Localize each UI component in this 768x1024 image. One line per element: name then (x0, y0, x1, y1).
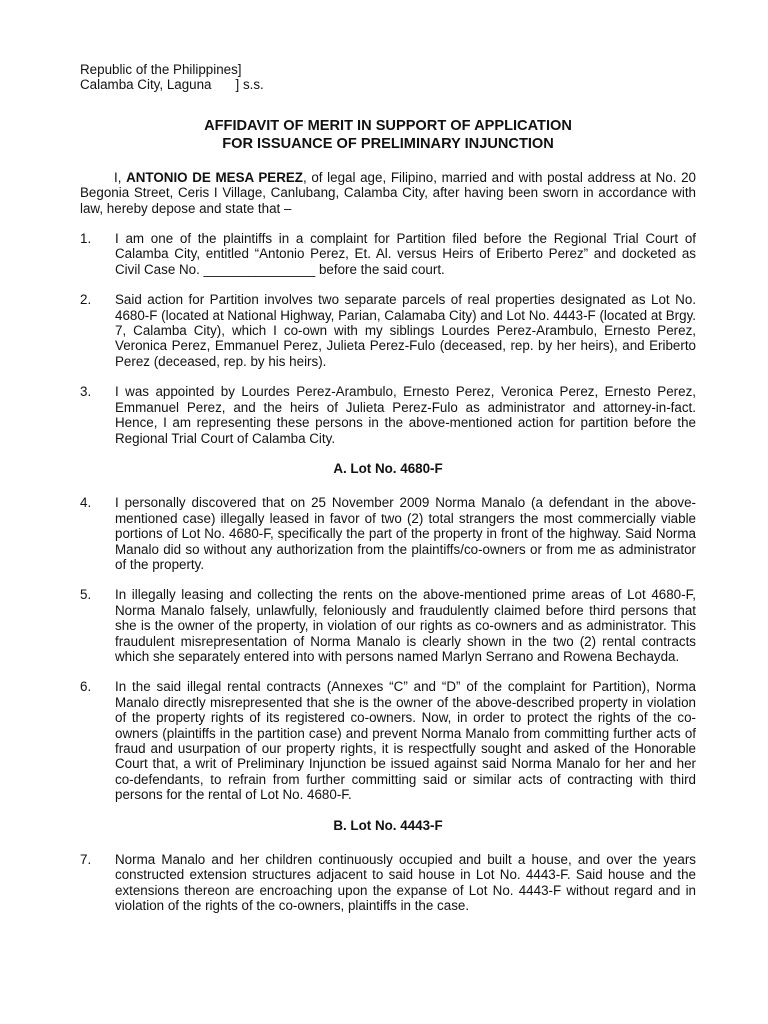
paragraph-number: 7. (80, 852, 92, 868)
paragraph-number: 5. (80, 587, 92, 603)
numbered-paragraph (80, 495, 696, 572)
section-heading-b: B. Lot No. 4443-F (333, 817, 443, 833)
venue-line-1 (80, 62, 696, 77)
venue-country: Republic of the Philippines] (80, 62, 242, 77)
venue-line-2 (80, 77, 696, 92)
section-heading-a: A. Lot No. 4680-F (333, 460, 443, 476)
paragraph-text: In the said illegal rental contracts (Annexes “C” and “D” of the complaint for Partition), Norma Manalo directly misrepresented that she is the owner of the above-described property in violation of the property rights of its registered co-owners. Now, in order to protect the rights of the co-owners (plaintiffs in the partition case) and prevent Norma Manalo from committing further acts of fraud and usurpation of our property rights, it is respectfully sought and asked of the Honorable Court that, a writ of Preliminary Injunction be issued against said Norma Manalo for her and her co-defendants, to refrain from further committing said or similar acts of contracting with third persons for the rental of Lot No. 4680-F. (115, 679, 696, 803)
paragraph-text: Said action for Partition involves two separate parcels of real properties designated as Lot No. 4680-F (located at National Highway, Parian, Calamaba City) and Lot No. 4443-F (located at Brgy. 7, Calamba City), which I co-own with my siblings Lourdes Perez-Arambulo, Ernesto Perez, Veronica Perez, Emmanuel Perez, Julieta Perez-Fulo (deceased, rep. by her heirs), and Eriberto Perez (deceased, rep. by his heirs). (115, 292, 696, 369)
numbered-paragraph (80, 679, 696, 802)
title-line-1: AFFIDAVIT OF MERIT IN SUPPORT OF APPLICATION (204, 117, 572, 134)
paragraph-text: I personally discovered that on 25 November 2009 Norma Manalo (a defendant in the above-mentioned case) illegally leased in favor of two (2) total strangers the most commercially viable portions of Lot No. 4680-F, specifically the part of the property in front of the highway. Said Norma Manalo did so without any authorization from the plaintiffs/co-owners or from me as administrator of the property. (115, 495, 696, 572)
numbered-paragraph (80, 231, 696, 277)
paragraph-text: I was appointed by Lourdes Perez-Arambulo, Ernesto Perez, Veronica Perez, Ernesto Perez, Emmanuel Perez, and the heirs of Julieta Perez-Fulo as administrator and attorney-in-fact. Hence, I am representing these persons in the above-mentioned action for partition before the Regional Trial Court of Calamba City. (115, 384, 696, 446)
venue-block (80, 62, 696, 93)
paragraph-number: 1. (80, 231, 92, 247)
intro-paragraph (80, 170, 696, 216)
venue-ss: ] s.s. (235, 77, 264, 93)
venue-city: Calamba City, Laguna (80, 77, 212, 93)
document-title (80, 117, 696, 153)
paragraph-text: Norma Manalo and her children continuously occupied and built a house, and over the years constructed extension structures adjacent to said house in Lot No. 4443-F. Said house and the extensions thereon are encroaching upon the expanse of Lot No. 4443-F without regard and in violation of the rights of the co-owners, plaintiffs in the case. (115, 852, 696, 914)
numbered-paragraph (80, 852, 696, 914)
paragraph-number: 3. (80, 384, 92, 400)
numbered-paragraph (80, 292, 696, 369)
affiant-name: ANTONIO DE MESA PEREZ (126, 169, 303, 185)
intro-text: , of legal age, Filipino, married and with postal address at No. 20 Begonia Street, Ceris I Village, Canlubang, Calamba City, after having been sworn in accordance with law, hereby depose and state that – (80, 169, 696, 216)
paragraph-number: 2. (80, 292, 92, 308)
title-line-2: FOR ISSUANCE OF PRELIMINARY INJUNCTION (222, 135, 554, 152)
paragraph-number: 4. (80, 495, 92, 511)
numbered-paragraph (80, 384, 696, 446)
paragraph-text: In illegally leasing and collecting the rents on the above-mentioned prime areas of Lot 4680-F, Norma Manalo falsely, unlawfully, feloniously and fraudulently claimed before third persons that she is the owner of the property, in violation of our rights as co-owners and as administrator. This fraudulent misrepresentation of Norma Manalo is clearly shown in the two (2) rental contracts which she separately entered into with persons named Marlyn Serrano and Rowena Bechayda. (115, 587, 696, 664)
numbered-paragraph (80, 587, 696, 664)
intro-prefix: I, (114, 169, 127, 185)
paragraph-text: I am one of the plaintiffs in a complaint for Partition filed before the Regional Trial Court of Calamba City, entitled “Antonio Perez, Et. Al. versus Heirs of Eriberto Perez” and docketed as Civil Case No. _______________ before the said court. (115, 231, 696, 277)
paragraph-number: 6. (80, 679, 92, 695)
